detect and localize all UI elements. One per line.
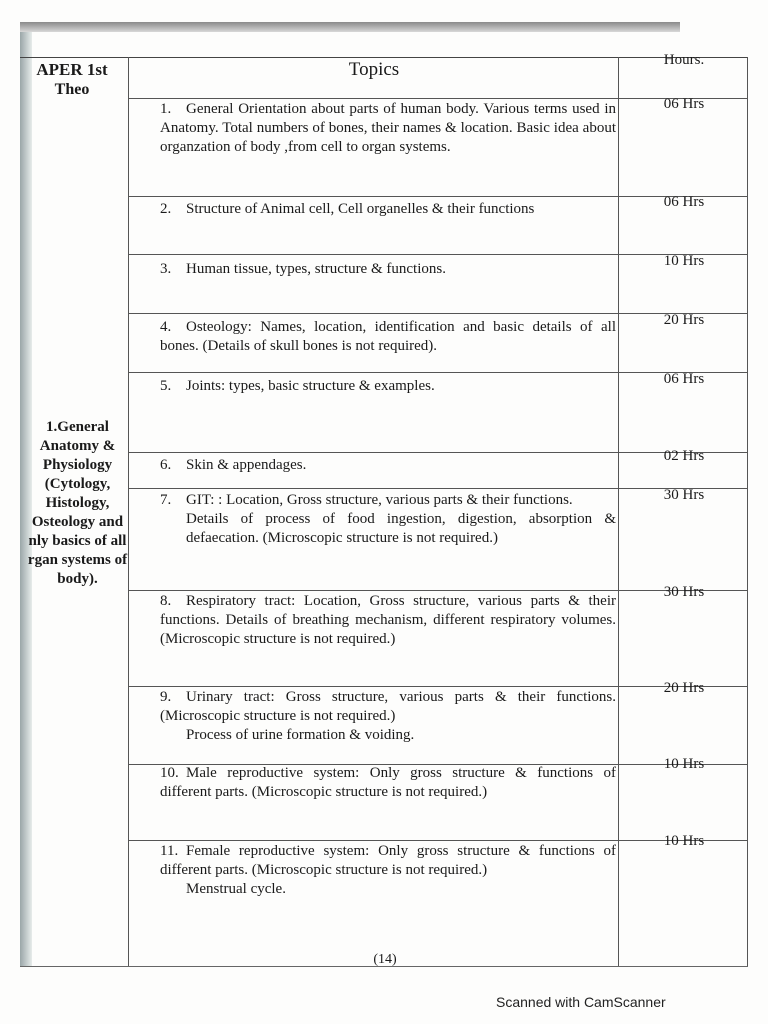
topic-text: Osteology: Names, location, identification and basic details of all bones. (Details of skull bones is not required). [160,319,616,354]
column-divider-hours [618,57,619,966]
topic-row-2 [160,200,616,219]
hours-row-6: 02 Hrs [663,448,705,464]
topic-row-11 [160,842,616,899]
subject-line: Histology, [45,495,110,511]
topic-text: Urinary tract: Gross structure, various parts & their functions. (Microscopic structure is not required.) [160,689,616,724]
topic-text: Skin & appendages. [186,457,307,473]
topics-heading: Topics [348,59,400,80]
topic-number: 8. [160,593,172,609]
topic-text-continued: Process of urine formation & voiding. [186,727,415,743]
topic-row-4 [160,318,616,356]
hours-row-2: 06 Hrs [663,194,705,210]
topic-number: 7. [160,492,172,508]
hours-row-9: 20 Hrs [663,680,705,696]
topic-text: General Orientation about parts of human body. Various terms used in Anatomy. Total numbers of bones, their names & location. Basic idea about organzation of body ,from cell to organ systems. [160,101,616,155]
topic-number: 4. [160,319,172,335]
subject-line: Physiology [42,457,113,473]
subject-line: 1.General [46,419,109,435]
hours-row-7: 30 Hrs [663,487,705,503]
subject-cell [20,418,135,589]
topic-number: 2. [160,201,172,217]
topic-row-8 [160,592,616,649]
topic-text: Female reproductive system: Only gross structure & functions of different parts. (Microscopic structure is not required.) [160,843,616,878]
subject-line: nly basics of all [28,533,127,549]
topic-text: Structure of Animal cell, Cell organelles & their functions [186,201,535,217]
hours-heading: Hours. [663,52,705,68]
topic-text-continued: Menstrual cycle. [186,881,286,897]
paper-sublabel: Theo [54,81,90,98]
hours-row-1: 06 Hrs [663,96,705,112]
hours-row-4: 20 Hrs [663,312,705,328]
topic-text: Respiratory tract: Location, Gross structure, various parts & their functions. Details of breathing mechanism, different respiratory volumes. (Microscopic structure is not required.) [160,593,616,647]
scan-shadow-top [20,22,680,32]
topic-row-7 [160,491,616,548]
hours-row-5: 06 Hrs [663,371,705,387]
hours-row-11: 10 Hrs [663,833,705,849]
page-number: (14) [373,952,397,967]
topic-row-1 [160,100,616,157]
subject-line: rgan systems of [27,552,128,568]
subject-line: Anatomy & [39,438,116,454]
topic-row-9 [160,688,616,745]
topic-number: 3. [160,261,172,277]
subject-line: Osteology and [31,514,124,530]
topic-text-continued: Details of process of food ingestion, digestion, absorption & defaecation. (Microscopic structure is not required.) [186,511,616,546]
topic-row-10 [160,764,616,802]
hours-row-8: 30 Hrs [663,584,705,600]
paper-label: APER 1st [36,60,108,79]
topic-text: Human tissue, types, structure & functions. [186,261,446,277]
scanner-watermark: Scanned with CamScanner [496,994,666,1010]
topic-number: 5. [160,378,172,394]
topic-number: 11. [160,843,179,859]
topic-text: Joints: types, basic structure & examples. [186,378,435,394]
topic-number: 1. [160,101,172,117]
topic-row-3 [160,260,616,279]
topic-row-5 [160,377,616,396]
subject-line: body). [57,571,98,587]
subject-line: (Cytology, [44,476,111,492]
hours-row-10: 10 Hrs [663,756,705,772]
topic-text: GIT: : Location, Gross structure, various parts & their functions. [186,492,573,508]
topic-row-6 [160,456,616,475]
topic-text: Male reproductive system: Only gross structure & functions of different parts. (Microscopic structure is not required.) [160,765,616,800]
hours-row-3: 10 Hrs [663,253,705,269]
topic-number: 6. [160,457,172,473]
topic-number: 10. [160,765,179,781]
topic-number: 9. [160,689,172,705]
